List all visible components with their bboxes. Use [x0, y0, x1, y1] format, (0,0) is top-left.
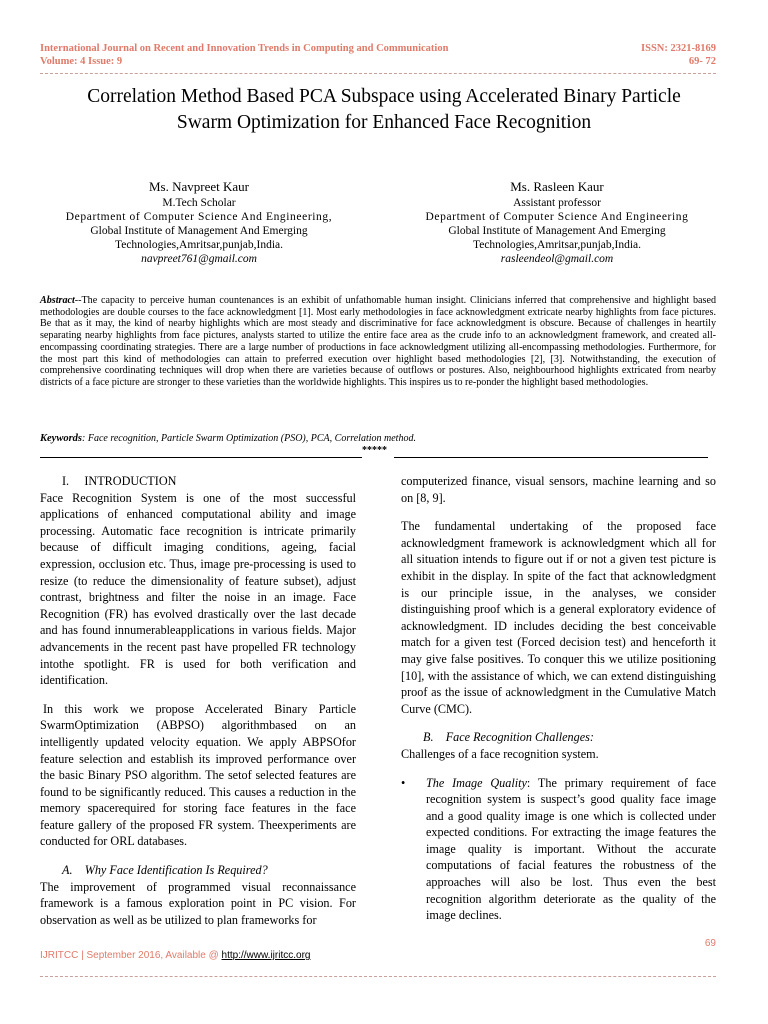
footer-divider: [40, 976, 716, 977]
paper-title: [40, 84, 728, 136]
author-name: Ms. Navpreet Kaur: [149, 179, 249, 194]
section-title: INTRODUCTION: [84, 474, 177, 488]
page-number: 69: [704, 938, 716, 949]
left-column: [40, 473, 356, 928]
section-number: I.: [62, 474, 70, 488]
bullet-icon: •: [401, 775, 406, 790]
author-address: Technologies,Amritsar,punjab,India.: [473, 239, 641, 251]
volume-issue: Volume: 4 Issue: 9: [40, 56, 123, 67]
bullet-text: : The primary requirement of face recognition system is suspect’s good quality face image and a good quality image is one which is collected under expected conditions. For extracting the image features the image quality is important. Without the accurate computations of facial features the robustness of the approaches will also be lost. Thus even the best recognition algorithm deteriorate as the quality of the image declines.: [426, 775, 716, 923]
separator-line-right: [394, 457, 708, 458]
subsection-title: Why Face Identification Is Required?: [84, 863, 268, 878]
bullet-title: The Image Quality: [426, 775, 527, 790]
right-paragraph-1: computerized finance, visual sensors, machine learning and so on [8, 9].: [401, 474, 716, 505]
author-department: Department of Computer Science And Engineering,: [65, 211, 333, 223]
author-1: [40, 178, 358, 266]
issn: ISSN: 2321-8169: [641, 43, 716, 54]
subsection-heading-a: [40, 862, 356, 879]
header-divider: [40, 73, 716, 74]
author-email: rasleendeol@gmail.com: [500, 253, 614, 265]
footer-text: IJRITCC | September 2016, Available @: [40, 950, 222, 961]
author-department: Department of Computer Science And Engineering: [425, 211, 689, 223]
challenges-intro: Challenges of a face recognition system.: [401, 746, 599, 761]
keywords-text: : Face recognition, Particle Swarm Optimization (PSO), PCA, Correlation method.: [82, 433, 416, 444]
footer: [40, 950, 310, 961]
page-range: 69- 72: [688, 56, 716, 67]
subsection-heading-b: [401, 729, 716, 746]
right-paragraph-2: The fundamental undertaking of the proposed face acknowledgment framework is acknowledgment which all for all situation intends to figure out if or not a given test picture is exhibit in the display. In spite of the fact that acknowledgment is our principle issue, in the analyses, we consider distinguishing proof which is a general exploratory evidence of acknowledgment. ID includes deciding the best conceivable match for a given test (Forced decision test) and henceforth it may give false positives. To conquer this we utilize positioning [10], with the assistance of which, we can extend distinguishing proof as the issue of acknowledgment in the Cumulative Match Curve (CMC).: [401, 519, 716, 716]
author-email: navpreet761@gmail.com: [141, 253, 257, 265]
author-address: Technologies,Amritsar,punjab,India.: [115, 239, 283, 251]
subsection-a-paragraph: The improvement of programmed visual reconnaissance framework is a famous exploration point in PC vision. For observation as well as be utilized to plan frameworks for: [40, 879, 356, 927]
section-heading-introduction: [40, 473, 356, 490]
right-column: [401, 473, 716, 924]
keywords-label: Keywords: [40, 433, 82, 444]
intro-paragraph-1: Face Recognition System is one of the most successful applications of enhanced computational ability and image processing. Automatic face recognition is intricate primarily because of difficult imaging conditions, ageing, facial expression, occlusion etc. Thus, image pre-processing is used to resize (to reduce the dimensionality of feature subset), adjust contrast, brightness and filter the noise in an image. Face Recognition (FR) has evolved drastically over the last decade and has found innumerableapplications in various fields. Major advancements in the recent past have propelled FR technology intothe spotlight. FR is used for both verification and identification.: [40, 490, 356, 688]
journal-link[interactable]: http://www.ijritcc.org: [221, 950, 311, 961]
author-role: Assistant professor: [513, 197, 601, 209]
subsection-label: B.: [423, 730, 434, 745]
keywords: [40, 433, 416, 444]
subsection-title: Face Recognition Challenges:: [445, 730, 594, 745]
author-2: [398, 178, 716, 266]
author-institute: Global Institute of Management And Emerging: [448, 225, 666, 237]
intro-paragraph-2: In this work we propose Accelerated Binary Particle SwarmOptimization (ABPSO) algorithmbased on an intelligently updated velocity equation. We apply ABPSOfor feature selection and establish its improved performance over the basic Binary PSO algorithm. The setof selected features are found to be significantly reduced. This causes a reduction in the memory spacerequired for storing face features in the face feature gallery of the proposed FR system. Theexperiments are conducted for ORL databases.: [40, 701, 356, 849]
journal-name: International Journal on Recent and Innovation Trends in Computing and Communication: [40, 43, 449, 54]
author-name: Ms. Rasleen Kaur: [510, 179, 604, 194]
abstract: [40, 295, 716, 389]
abstract-label: Abstract: [40, 295, 75, 306]
title-line-1: Correlation Method Based PCA Subspace using Accelerated Binary Particle: [87, 86, 681, 107]
subsection-label: A.: [62, 863, 73, 878]
author-role: M.Tech Scholar: [162, 197, 236, 209]
title-line-2: Swarm Optimization for Enhanced Face Recognition: [176, 112, 592, 133]
abstract-text: --The capacity to perceive human countenances is an exhibit of unfathomable human insight. Clinicians inferred that comprehensive and highlight based methodologies are double courses to the face acknowledgment [1]. Most early methodologies in face acknowledgment extricate nearby highlights from face pictures. Be that as it may, the kind of nearby highlights which are most steady and discriminative for face acknowledgment is obscure. Because of challenges in heartily separating nearby highlights from face pictures, analysts started to utilize the entire face area as the crude info to an acknowledgment framework, and created all-encompassing coordinating strategies. There are a large number of productions in face acknowledgment utilizing all-encompassing methodologies. Furthermore, for the most part this kind of methodologies can attain to preferred execution over highlight based methodologies [2], [3]. Notwithstanding, the execution of comprehensive coordinating techniques will drop when there are varieties because of outflows or postures. Also, neighbourhood highlights extricated from nearby districts of a face picture are stronger to these varieties than the worldwide highlights. This inspires us to re-ponder the highlight based methodologies.: [40, 295, 716, 388]
separator-line-left: [40, 457, 362, 458]
author-institute: Global Institute of Management And Emerging: [90, 225, 308, 237]
separator-stars: *****: [362, 445, 387, 456]
bullet-image-quality: [401, 775, 716, 924]
